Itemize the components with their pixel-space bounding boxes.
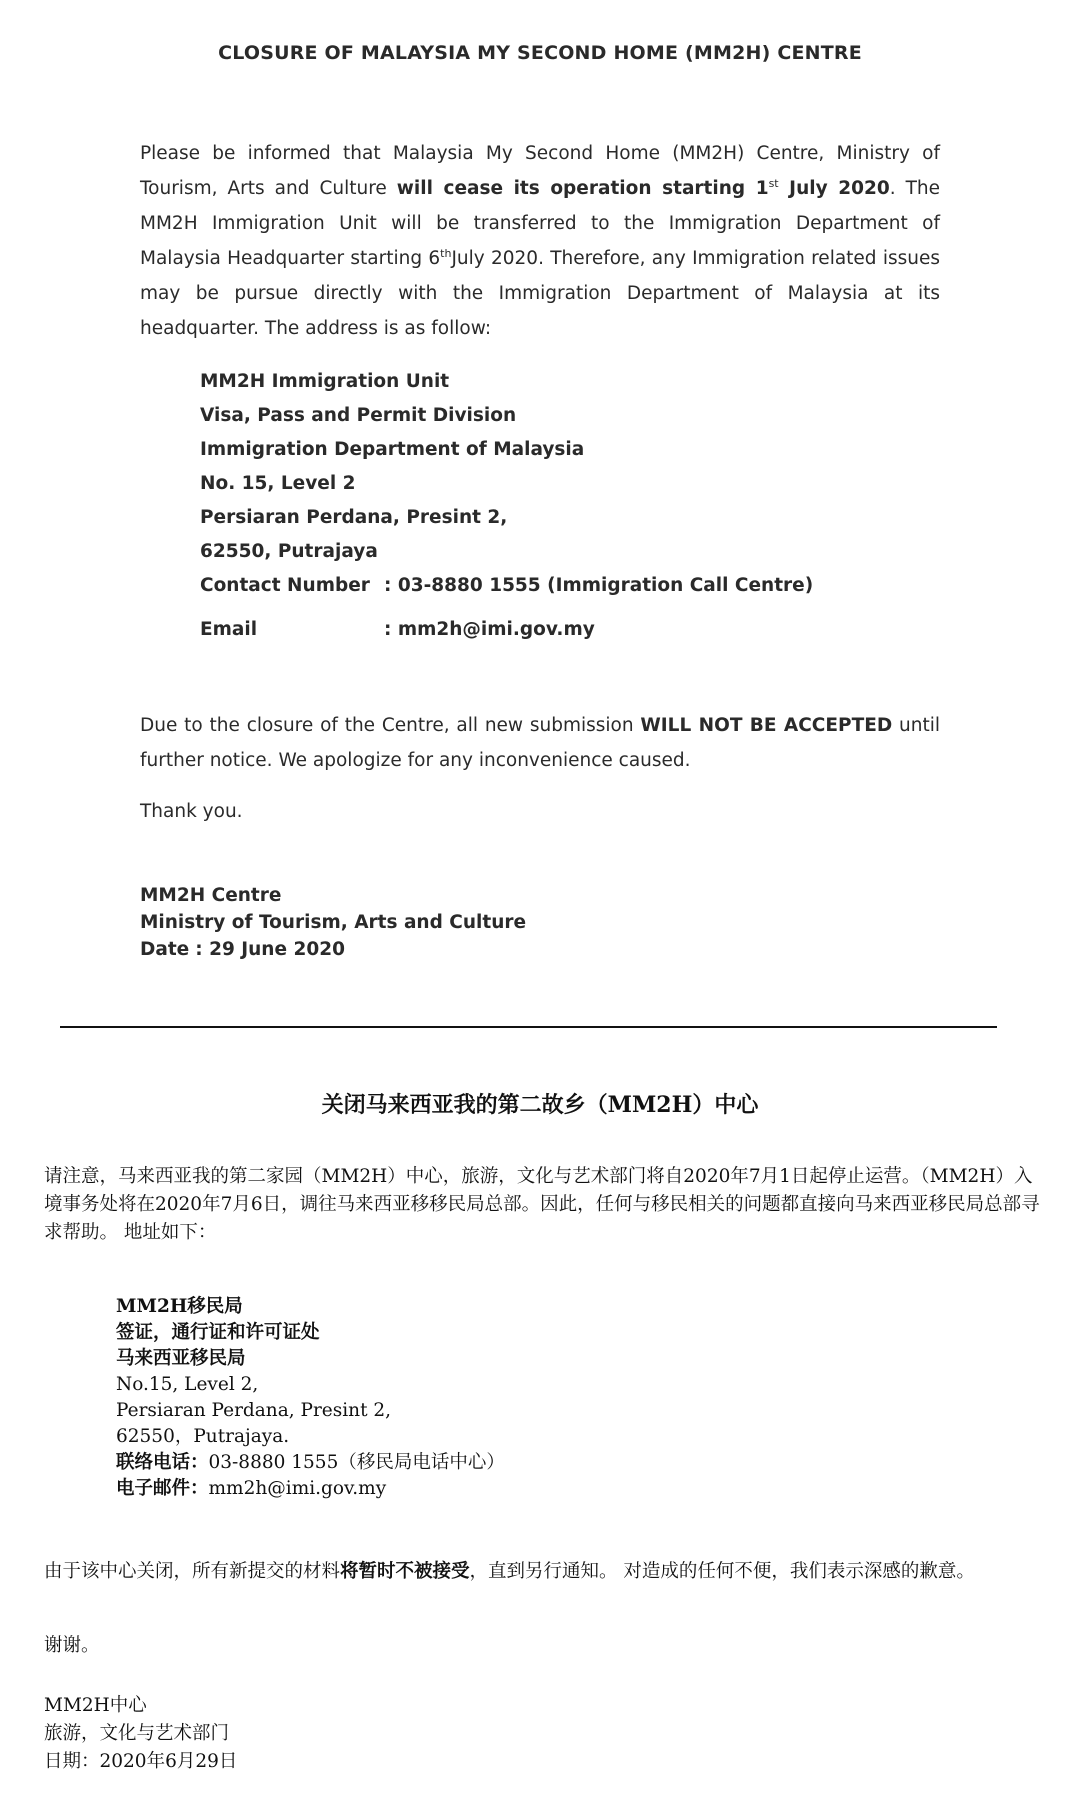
chinese-title: 关闭马来西亚我的第二故乡（MM2H）中心: [321, 1092, 759, 1118]
english-paragraph-2: [140, 708, 940, 778]
chinese-paragraph-2: [44, 1558, 1044, 1586]
chinese-notice: [0, 1040, 1080, 1820]
english-p1-bold-1: will cease its operation starting 1: [396, 178, 769, 199]
english-p2-text-1: Due to the closure of the Centre, all new submission: [140, 715, 641, 736]
chinese-address-line-1: MM2H移民局: [116, 1296, 243, 1317]
english-email-value: : mm2h@imi.gov.my: [384, 619, 595, 640]
chinese-thanks: 谢谢。: [44, 1635, 100, 1656]
english-signature: [140, 882, 840, 963]
english-address-line-2: Visa, Pass and Permit Division: [200, 405, 517, 426]
chinese-contact-row: [116, 1450, 916, 1476]
english-email-label: Email: [200, 619, 258, 640]
english-address-block: [200, 365, 900, 647]
english-p1-sup-1: st: [768, 176, 779, 190]
chinese-email-value: mm2h@imi.gov.my: [208, 1478, 387, 1499]
chinese-address-block: [116, 1294, 916, 1502]
chinese-address-line-4: No.15, Level 2,: [116, 1374, 259, 1395]
english-p2-bold: WILL NOT BE ACCEPTED: [640, 715, 893, 736]
chinese-signature: [44, 1692, 644, 1776]
english-contact-row: [200, 569, 900, 603]
english-p1-text-1: Please be informed that Malaysia My Second Home (MM2H) Centre, Ministry of Tourism, Arts and Culture: [140, 143, 940, 199]
english-address-line-6: 62550, Putrajaya: [200, 541, 378, 562]
english-p1-sup-2: th: [440, 246, 452, 260]
chinese-contact-label: 联络电话：: [116, 1452, 209, 1473]
english-date-label: Date: [140, 939, 190, 960]
chinese-p2-text-2: ，直到另行通知。 对造成的任何不便，我们表示深感的歉意。: [469, 1561, 975, 1582]
chinese-signature-line-3: 日期：2020年6月29日: [44, 1751, 238, 1772]
english-address-line-5: Persiaran Perdana, Presint 2,: [200, 507, 508, 528]
english-address-line-1: MM2H Immigration Unit: [200, 371, 450, 392]
english-p1-text-2: . The MM2H Immigration Unit will be transferred to the Immigration Department of Malaysia Headquarter starting 6: [140, 178, 940, 269]
english-paragraph-1: [140, 136, 940, 346]
english-contact-value: : 03-8880 1555 (Immigration Call Centre): [384, 575, 814, 596]
english-email-row: [200, 613, 900, 647]
chinese-signature-line-1: MM2H中心: [44, 1695, 147, 1716]
english-date-row: [140, 936, 840, 963]
english-p2-text-2: until further notice. We apologize for any inconvenience caused.: [140, 715, 940, 771]
english-signature-line-1: MM2H Centre: [140, 885, 282, 906]
english-p1-text-3: July 2020. Therefore, any Immigration related issues may be pursue directly with the Immigration Department of Malaysia at its headquarter. The address is as follow:: [140, 248, 940, 339]
chinese-contact-value: 03-8880 1555（移民局电话中心）: [208, 1452, 505, 1473]
chinese-paragraph-1: 请注意，马来西亚我的第二家园（MM2H）中心，旅游，文化与艺术部门将自2020年7月1日起停止运营。（MM2H）入境事务处将在2020年7月6日，调往马来西亚移移民局总部。因此，任何与移民相关的问题都直接向马来西亚移民局总部寻求帮助。 地址如下：: [44, 1166, 1040, 1243]
chinese-email-label: 电子邮件：: [116, 1478, 209, 1499]
english-thanks: Thank you.: [140, 801, 243, 822]
english-title: CLOSURE OF MALAYSIA MY SECOND HOME (MM2H) CENTRE: [218, 42, 862, 64]
english-address-line-3: Immigration Department of Malaysia: [200, 439, 585, 460]
chinese-p2-bold: 将暂时不被接受: [340, 1561, 470, 1582]
chinese-address-line-3: 马来西亚移民局: [116, 1348, 246, 1369]
english-contact-label: Contact Number: [200, 575, 370, 596]
english-p1-bold-2: July 2020: [778, 178, 890, 199]
chinese-signature-line-2: 旅游，文化与艺术部门: [44, 1723, 230, 1744]
chinese-p2-text-1: 由于该中心关闭，所有新提交的材料: [44, 1561, 341, 1582]
chinese-address-line-5: Persiaran Perdana, Presint 2,: [116, 1400, 392, 1421]
chinese-email-row: [116, 1476, 916, 1502]
english-signature-line-2: Ministry of Tourism, Arts and Culture: [140, 912, 527, 933]
chinese-address-line-6: 62550，Putrajaya.: [116, 1426, 290, 1447]
english-date-value: : 29 June 2020: [195, 939, 345, 960]
section-divider: [60, 1026, 997, 1028]
english-address-line-4: No. 15, Level 2: [200, 473, 356, 494]
chinese-address-line-2: 签证，通行证和许可证处: [116, 1322, 320, 1343]
